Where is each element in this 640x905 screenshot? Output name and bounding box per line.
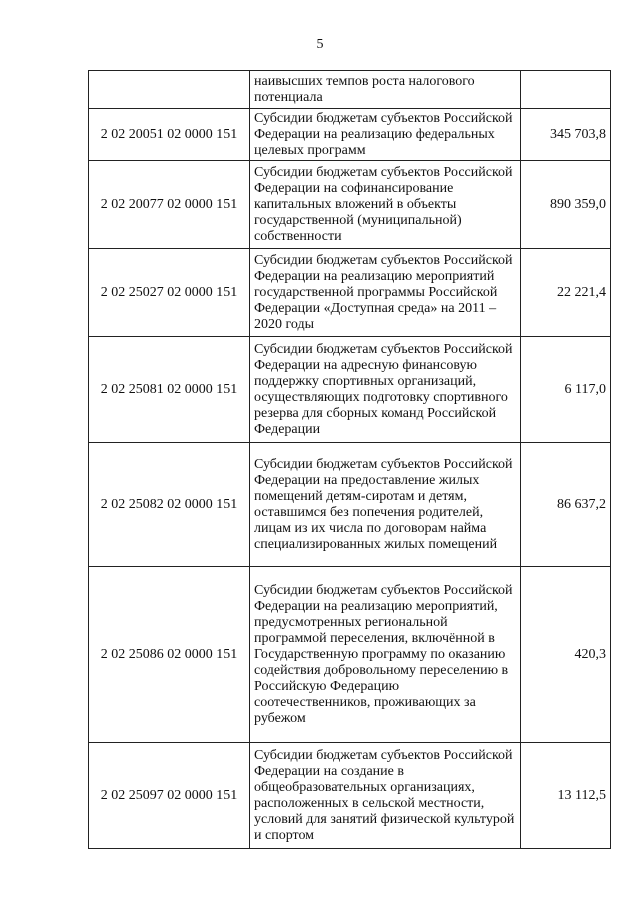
budget-code-cell: 2 02 25027 02 0000 151 (89, 249, 250, 337)
description-cell: Субсидии бюджетам субъектов Российской Федерации на софинансирование капитальных вложений в объекты государственной (муниципальной) собственности (250, 161, 521, 249)
amount-cell: 345 703,8 (521, 109, 611, 161)
table-row (89, 567, 611, 743)
table-row (89, 109, 611, 161)
table-row (89, 337, 611, 443)
budget-code-cell: 2 02 25086 02 0000 151 (89, 567, 250, 743)
amount-cell: 13 112,5 (521, 743, 611, 849)
budget-code-cell: 2 02 20051 02 0000 151 (89, 109, 250, 161)
table-row (89, 443, 611, 567)
description-cell: Субсидии бюджетам субъектов Российской Федерации на реализацию мероприятий государственной программы Российской Федерации «Доступная среда» на 2011 – 2020 годы (250, 249, 521, 337)
budget-code-cell: 2 02 20077 02 0000 151 (89, 161, 250, 249)
budget-code-cell: 2 02 25081 02 0000 151 (89, 337, 250, 443)
description-cell: Субсидии бюджетам субъектов Российской Федерации на реализацию мероприятий, предусмотренных региональной программой переселения, включённой в Государственную программу по оказанию содействия добровольному переселению в Российскую Федерацию соотечественников, проживающих за рубежом (250, 567, 521, 743)
table-row (89, 743, 611, 849)
page-number: 5 (316, 37, 324, 52)
budget-code-cell: 2 02 25082 02 0000 151 (89, 443, 250, 567)
description-cell: Субсидии бюджетам субъектов Российской Федерации на реализацию федеральных целевых программ (250, 109, 521, 161)
amount-cell: 890 359,0 (521, 161, 611, 249)
table-row (89, 71, 611, 109)
description-cell: Субсидии бюджетам субъектов Российской Федерации на создание в общеобразовательных организациях, расположенных в сельской местности, условий для занятий физической культурой и спортом (250, 743, 521, 849)
budget-table (88, 70, 611, 849)
budget-code-cell: 2 02 25097 02 0000 151 (89, 743, 250, 849)
table-row (89, 249, 611, 337)
budget-code-cell (89, 71, 250, 109)
amount-cell: 420,3 (521, 567, 611, 743)
amount-cell: 86 637,2 (521, 443, 611, 567)
amount-cell: 6 117,0 (521, 337, 611, 443)
description-cell: наивысших темпов роста налогового потенциала (250, 71, 521, 109)
amount-cell: 22 221,4 (521, 249, 611, 337)
amount-cell (521, 71, 611, 109)
description-cell: Субсидии бюджетам субъектов Российской Федерации на предоставление жилых помещений детям-сиротам и детям, оставшимся без попечения родителей, лицам из их числа по договорам найма специализированных жилых помещений (250, 443, 521, 567)
description-cell: Субсидии бюджетам субъектов Российской Федерации на адресную финансовую поддержку спортивных организаций, осуществляющих подготовку спортивного резерва для сборных команд Российской Федерации (250, 337, 521, 443)
table-row (89, 161, 611, 249)
